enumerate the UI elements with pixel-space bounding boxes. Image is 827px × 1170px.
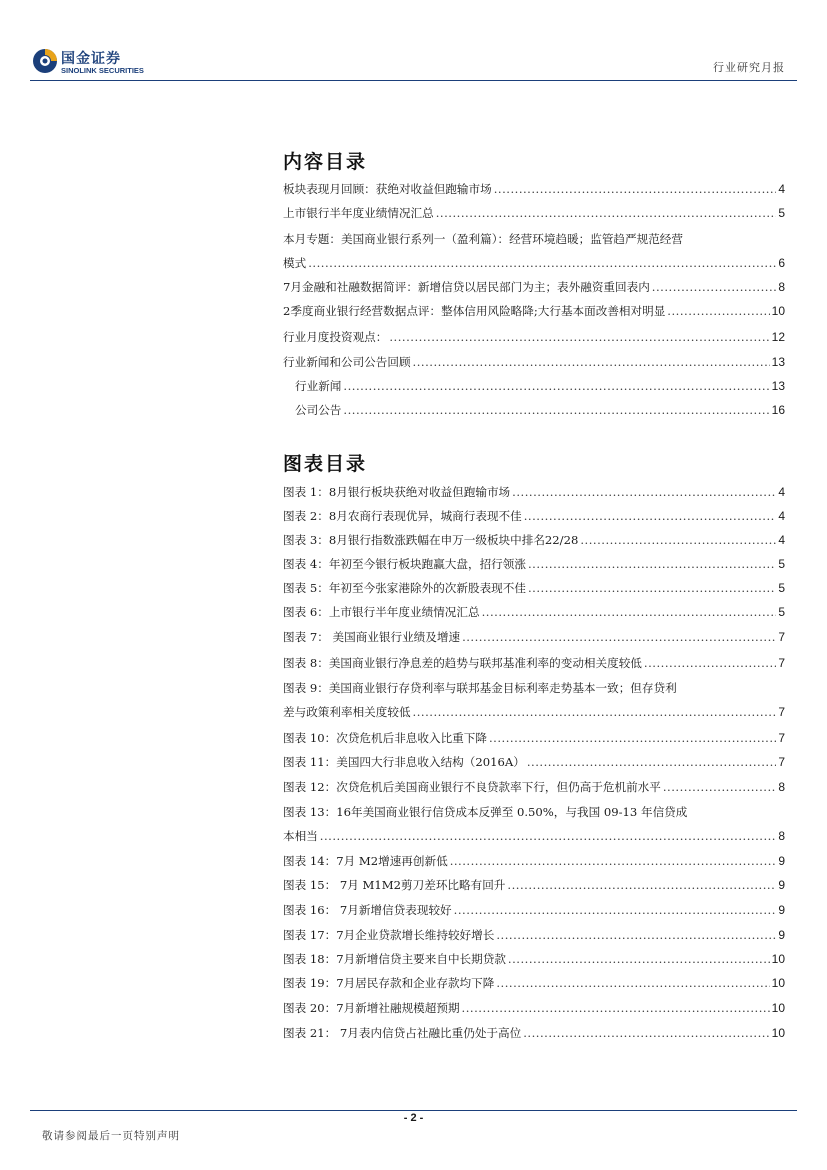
toc-item[interactable] [283,227,785,275]
figure-item[interactable] [283,750,785,774]
figure-item[interactable] [283,528,785,552]
leader-dots [528,552,776,576]
toc-item-title: 7月金融和社融数据简评：新增信贷以居民部门为主；表外融资重回表内 [283,280,650,294]
toc-item-page: 8 [778,280,785,294]
figure-item-title: 图表 4：年初至今银行板块跑赢大盘，招行领涨 [283,557,526,571]
leader-dots [507,873,776,897]
leader-dots [512,480,776,504]
figure-item[interactable] [283,898,785,922]
figure-item-page: 8 [778,829,785,843]
figure-item-page: 9 [778,928,785,942]
figure-item[interactable] [283,923,785,947]
leader-dots [413,700,777,724]
company-logo [31,47,161,77]
toc-item-page: 13 [771,379,785,393]
toc-item-title-line1: 本月专题：美国商业银行系列一（盈利篇）：经营环境趋暖；监管趋严规范经营 [283,232,683,246]
toc-item-page: 4 [778,182,785,196]
logo-chinese-name: 国金证券 [61,51,121,67]
figure-item-page: 4 [778,509,785,523]
figure-item-title: 图表 7： 美国商业银行业绩及增速 [283,630,461,644]
leader-dots [496,971,769,995]
figure-item[interactable] [283,947,785,971]
figure-item-page: 7 [778,755,785,769]
figure-item-title: 图表 5：年初至今张家港除外的次新股表现不佳 [283,581,526,595]
figure-item-title: 图表 19：7月居民存款和企业存款均下降 [283,976,495,990]
toc-item-title: 行业新闻和公司公告回顾 [283,355,411,369]
toc-subitem[interactable] [295,374,785,398]
figure-item-title: 图表 1：8月银行板块获绝对收益但跑输市场 [283,485,511,499]
figure-item-title-line1: 图表 9：美国商业银行存贷利率与联邦基金目标利率走势基本一致；但存贷利 [283,681,677,695]
toc-item-page: 13 [771,355,785,369]
leader-dots [462,625,776,649]
toc-item-title: 板块表现月回顾：获绝对收益但跑输市场 [283,182,492,196]
leader-dots [389,325,769,349]
figure-item[interactable] [283,1021,785,1045]
figure-item[interactable] [283,873,785,897]
figure-item-title: 图表 16： 7月新增信贷表现较好 [283,903,452,917]
logo-english-name: SINOLINK SECURITIES [61,66,144,75]
footer-divider [30,1110,797,1111]
figure-item-page: 9 [778,903,785,917]
leader-dots [454,898,777,922]
figure-item-page: 4 [778,485,785,499]
figure-item-title: 图表 14：7月 M2增速再创新低 [283,854,448,868]
figure-item[interactable] [283,971,785,995]
figure-item[interactable] [283,800,785,848]
contents-title: 内容目录 [283,151,368,173]
figure-item-page: 10 [771,1001,785,1015]
toc-item-page: 12 [771,330,785,344]
leader-dots [320,824,777,848]
page-number: - 2 - [403,1112,424,1124]
toc-item[interactable] [283,299,785,323]
figure-item[interactable] [283,849,785,873]
disclaimer-note: 敬请参阅最后一页特别声明 [42,1130,180,1142]
toc-item[interactable] [283,325,785,349]
figure-item-page: 10 [771,952,785,966]
sinolink-logo-icon [31,47,59,75]
leader-dots [308,251,776,275]
toc-item-title: 模式 [283,256,307,270]
figure-item-page: 5 [778,605,785,619]
toc-subitem[interactable] [295,398,785,422]
figure-item-title: 图表 3：8月银行指数涨跌幅在申万一级板块中排名22/28 [283,533,579,547]
figure-item-title: 图表 11：美国四大行非息收入结构（2016A） [283,755,525,769]
figure-item[interactable] [283,996,785,1020]
figure-item-page: 7 [778,731,785,745]
figure-item[interactable] [283,625,785,649]
toc-item-page: 6 [778,256,785,270]
leader-dots [528,576,776,600]
leader-dots [450,849,777,873]
figure-item-page: 7 [778,656,785,670]
figure-item[interactable] [283,775,785,799]
toc-item-title: 行业月度投资观点： [283,330,388,344]
report-type-label: 行业研究月报 [713,61,785,74]
toc-item-page: 5 [778,206,785,220]
figure-item-page: 9 [778,878,785,892]
figure-item[interactable] [283,576,785,600]
figure-item-title: 图表 6：上市银行半年度业绩情况汇总 [283,605,480,619]
leader-dots [413,350,770,374]
leader-dots [652,275,777,299]
figure-item[interactable] [283,504,785,528]
figure-item-title: 图表 12：次贷危机后美国商业银行不良贷款率下行，但仍高于危机前水平 [283,780,661,794]
toc-item[interactable] [283,350,785,374]
leader-dots [523,1021,769,1045]
leader-dots [494,177,777,201]
leader-dots [667,299,769,323]
toc-item[interactable] [283,177,785,201]
figure-item-page: 7 [778,705,785,719]
figure-item-title: 图表 18：7月新增信贷主要来自中长期贷款 [283,952,506,966]
figure-item-title: 图表 8：美国商业银行净息差的趋势与联邦基准利率的变动相关度较低 [283,656,642,670]
leader-dots [580,528,776,552]
figure-item[interactable] [283,676,785,724]
figure-item-title-line1: 图表 13：16年美国商业银行信贷成本反弹至 0.50%，与我国 09-13 年信贷成 [283,805,688,819]
figure-item-title: 图表 2：8月农商行表现优异，城商行表现不佳 [283,509,522,523]
leader-dots [644,651,776,675]
toc-item-title: 2季度商业银行经营数据点评：整体信用风险略降;大行基本面改善相对明显 [283,304,666,318]
figure-item-title: 图表 21： 7月表内信贷占社融比重仍处于高位 [283,1026,522,1040]
figures-title: 图表目录 [283,453,368,475]
leader-dots [343,374,769,398]
leader-dots [482,600,777,624]
leader-dots [343,398,769,422]
figure-item[interactable] [283,600,785,624]
figure-item-title: 差与政策利率相关度较低 [283,705,411,719]
figure-item-page: 7 [778,630,785,644]
figure-item-page: 4 [778,533,785,547]
toc-item[interactable] [283,201,785,225]
figure-item-title: 图表 10：次贷危机后非息收入比重下降 [283,731,487,745]
leader-dots [489,726,776,750]
header-divider [30,80,797,81]
figure-item-title: 图表 15： 7月 M1M2剪刀差环比略有回升 [283,878,506,892]
page-header [0,0,827,80]
leader-dots [527,750,776,774]
toc-item-page: 16 [771,403,785,417]
figure-item-page: 8 [778,780,785,794]
figure-item-page: 10 [771,1026,785,1040]
toc-item-title: 上市银行半年度业绩情况汇总 [283,206,434,220]
toc-item-page: 10 [771,304,785,318]
figure-item-page: 5 [778,581,785,595]
figure-item-title: 图表 20：7月新增社融规模超预期 [283,1001,460,1015]
figure-item-page: 5 [778,557,785,571]
leader-dots [436,201,777,225]
leader-dots [663,775,776,799]
toc-item-title: 行业新闻 [295,379,342,393]
figure-item-page: 9 [778,854,785,868]
figure-item[interactable] [283,726,785,750]
figure-item-title: 图表 17：7月企业贷款增长维持较好增长 [283,928,495,942]
toc-item-title: 公司公告 [295,403,342,417]
figure-item[interactable] [283,552,785,576]
leader-dots [524,504,777,528]
toc-item[interactable] [283,275,785,299]
leader-dots [496,923,776,947]
leader-dots [508,947,770,971]
figure-item[interactable] [283,651,785,675]
figure-item-title: 本相当 [283,829,318,843]
figure-item[interactable] [283,480,785,504]
leader-dots [462,996,770,1020]
figure-item-page: 10 [771,976,785,990]
